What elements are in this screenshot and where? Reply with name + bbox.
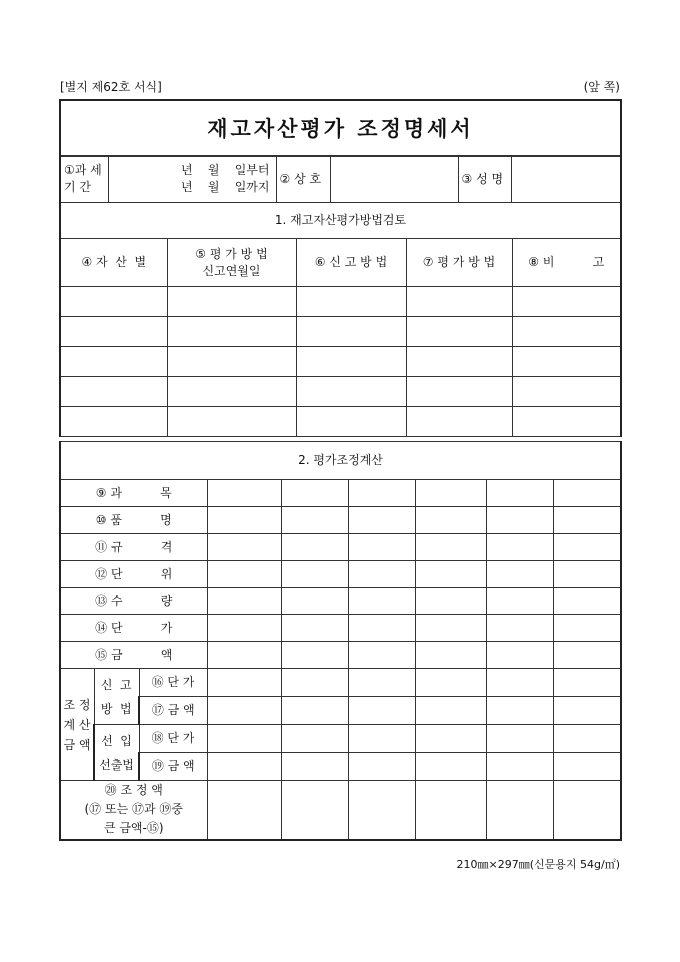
input-cell[interactable] [486,642,553,669]
paper-size-note: 210㎜×297㎜(신문용지 54g/㎡) [456,858,620,871]
table-row [60,534,621,561]
table-row [60,347,621,377]
sub-row-label: ⑯ 단 가 [139,669,207,697]
input-cell[interactable] [553,697,621,725]
input-cell[interactable] [60,317,167,347]
input-cell[interactable] [281,561,348,588]
input-cell[interactable] [553,507,621,534]
input-cell[interactable] [207,781,281,840]
table-row [60,753,621,781]
col-reported: ⑥ 신 고 방 법 [296,239,406,287]
input-cell[interactable] [415,753,486,781]
input-cell[interactable] [553,669,621,697]
input-cell[interactable] [281,507,348,534]
input-cell[interactable] [167,407,296,437]
input-cell[interactable] [415,781,486,840]
input-cell[interactable] [486,615,553,642]
input-cell[interactable] [415,725,486,753]
table-row [60,377,621,407]
sub-row-label: ⑱ 단 가 [139,725,207,753]
input-cell[interactable] [486,480,553,507]
input-cell[interactable] [415,615,486,642]
input-cell[interactable] [348,534,415,561]
company-field[interactable] [330,156,458,203]
input-cell[interactable] [60,377,167,407]
col-method: ⑤ 평 가 방 법 [195,246,268,261]
input-cell[interactable] [348,615,415,642]
input-cell[interactable] [348,669,415,697]
input-cell[interactable] [415,561,486,588]
tax-period-field[interactable] [108,156,276,203]
col-evaluated: ⑦ 평 가 방 법 [406,239,512,287]
input-cell[interactable] [60,407,167,437]
input-cell[interactable] [415,507,486,534]
label-line: 기 간 [64,180,91,194]
table-row [60,588,621,615]
table-row [60,725,621,753]
input-cell[interactable] [207,534,281,561]
input-cell[interactable] [60,287,167,317]
input-cell[interactable] [553,781,621,840]
adjustment-label-line: ⑳ 조 정 액 [104,783,163,798]
row-label: ⑨ 과 목 [60,480,207,507]
input-cell[interactable] [415,480,486,507]
input-cell[interactable] [296,347,406,377]
input-cell[interactable] [512,347,621,377]
input-cell[interactable] [60,347,167,377]
input-cell[interactable] [281,615,348,642]
section2-heading: 2. 평가조정계산 [60,442,621,480]
input-cell[interactable] [281,534,348,561]
table-row [60,697,621,725]
input-cell[interactable] [167,377,296,407]
input-cell[interactable] [207,561,281,588]
input-cell[interactable] [415,642,486,669]
input-cell[interactable] [281,669,348,697]
input-cell[interactable] [406,287,512,317]
input-cell[interactable] [486,697,553,725]
input-cell[interactable] [167,317,296,347]
row-label: ⑪ 규 격 [60,534,207,561]
input-cell[interactable] [348,507,415,534]
input-cell[interactable] [406,347,512,377]
input-cell[interactable] [207,669,281,697]
document-title: 재고자산평가 조정명세서 [60,100,621,157]
input-cell[interactable] [207,725,281,753]
table-row [60,507,621,534]
input-cell[interactable] [207,753,281,781]
input-cell[interactable] [415,534,486,561]
input-cell[interactable] [553,534,621,561]
adjust-group-label: 조 정 계 산 금 액 [60,669,94,781]
input-cell[interactable] [553,753,621,781]
input-cell[interactable] [486,588,553,615]
info-table [59,155,622,203]
input-cell[interactable] [512,317,621,347]
input-cell[interactable] [486,507,553,534]
input-cell[interactable] [553,615,621,642]
fifo-method-label: 선 입 선출법 [94,725,139,781]
input-cell[interactable] [296,317,406,347]
sub-row-label: ⑲ 금 액 [139,753,207,781]
input-cell[interactable] [553,561,621,588]
table-row [60,781,621,840]
input-cell[interactable] [281,480,348,507]
table-row [60,287,621,317]
section1-heading: 1. 재고자산평가방법검토 [60,203,621,239]
input-cell[interactable] [207,588,281,615]
table-row [60,642,621,669]
input-cell[interactable] [486,669,553,697]
table-row [60,669,621,697]
row-label: ⑫ 단 위 [60,561,207,588]
input-cell[interactable] [553,725,621,753]
name-label: ③ 성 명 [458,156,511,203]
input-cell[interactable] [207,642,281,669]
row-label: ⑮ 금 액 [60,642,207,669]
page-side: (앞 쪽) [583,80,620,94]
input-cell[interactable] [486,534,553,561]
input-cell[interactable] [553,588,621,615]
tax-period-label [60,156,108,203]
input-cell[interactable] [207,697,281,725]
input-cell[interactable] [348,480,415,507]
input-cell[interactable] [406,317,512,347]
input-cell[interactable] [207,507,281,534]
input-cell[interactable] [296,377,406,407]
input-cell[interactable] [348,588,415,615]
label-line: ①과 세 [64,163,102,177]
input-cell[interactable] [406,377,512,407]
col-date: 신고연월일 [202,263,261,278]
reported-method-label: 신 고 방 법 [94,669,139,725]
input-cell[interactable] [512,377,621,407]
input-cell[interactable] [486,753,553,781]
input-cell[interactable] [167,287,296,317]
input-cell[interactable] [512,287,621,317]
table-row [60,480,621,507]
input-cell[interactable] [512,407,621,437]
period-from: 년 월 일부터 [181,163,270,177]
adjustment-label-line: (⑰ 또는 ⑰과 ⑲중 [84,802,183,817]
section2-table [59,441,622,841]
input-cell[interactable] [207,615,281,642]
input-cell[interactable] [348,561,415,588]
adjustment-label-line: 큰 금액-⑮) [103,821,164,836]
input-cell[interactable] [207,480,281,507]
input-cell[interactable] [281,781,348,840]
input-cell[interactable] [348,781,415,840]
input-cell[interactable] [167,347,296,377]
sub-row-label: ⑰ 금 액 [139,697,207,725]
period-to: 년 월 일까지 [181,180,270,194]
input-cell[interactable] [281,642,348,669]
company-label: ② 상 호 [276,156,330,203]
col-method-date [167,239,296,287]
col-remarks: ⑧ 비 고 [512,239,621,287]
title-table [59,99,622,157]
row-label: ⑩ 품 명 [60,507,207,534]
form-code: [별지 제62호 서식] [60,80,162,94]
col-asset: ④ 자 산 별 [60,239,167,287]
input-cell[interactable] [415,588,486,615]
input-cell[interactable] [348,697,415,725]
input-cell[interactable] [415,697,486,725]
input-cell[interactable] [486,781,553,840]
input-cell[interactable] [406,407,512,437]
input-cell[interactable] [553,642,621,669]
input-cell[interactable] [415,669,486,697]
input-cell[interactable] [348,725,415,753]
input-cell[interactable] [486,561,553,588]
row-label: ⑬ 수 량 [60,588,207,615]
table-row [60,561,621,588]
input-cell[interactable] [281,697,348,725]
input-cell[interactable] [296,407,406,437]
input-cell[interactable] [486,725,553,753]
name-field[interactable] [511,156,621,203]
table-row [60,317,621,347]
input-cell[interactable] [281,725,348,753]
input-cell[interactable] [348,753,415,781]
table-row [60,615,621,642]
input-cell[interactable] [281,753,348,781]
section1-table [59,202,622,437]
row-label: ⑭ 단 가 [60,615,207,642]
input-cell[interactable] [553,480,621,507]
input-cell[interactable] [296,287,406,317]
table-row [60,407,621,437]
input-cell[interactable] [281,588,348,615]
input-cell[interactable] [348,642,415,669]
adjustment-label [60,781,207,840]
